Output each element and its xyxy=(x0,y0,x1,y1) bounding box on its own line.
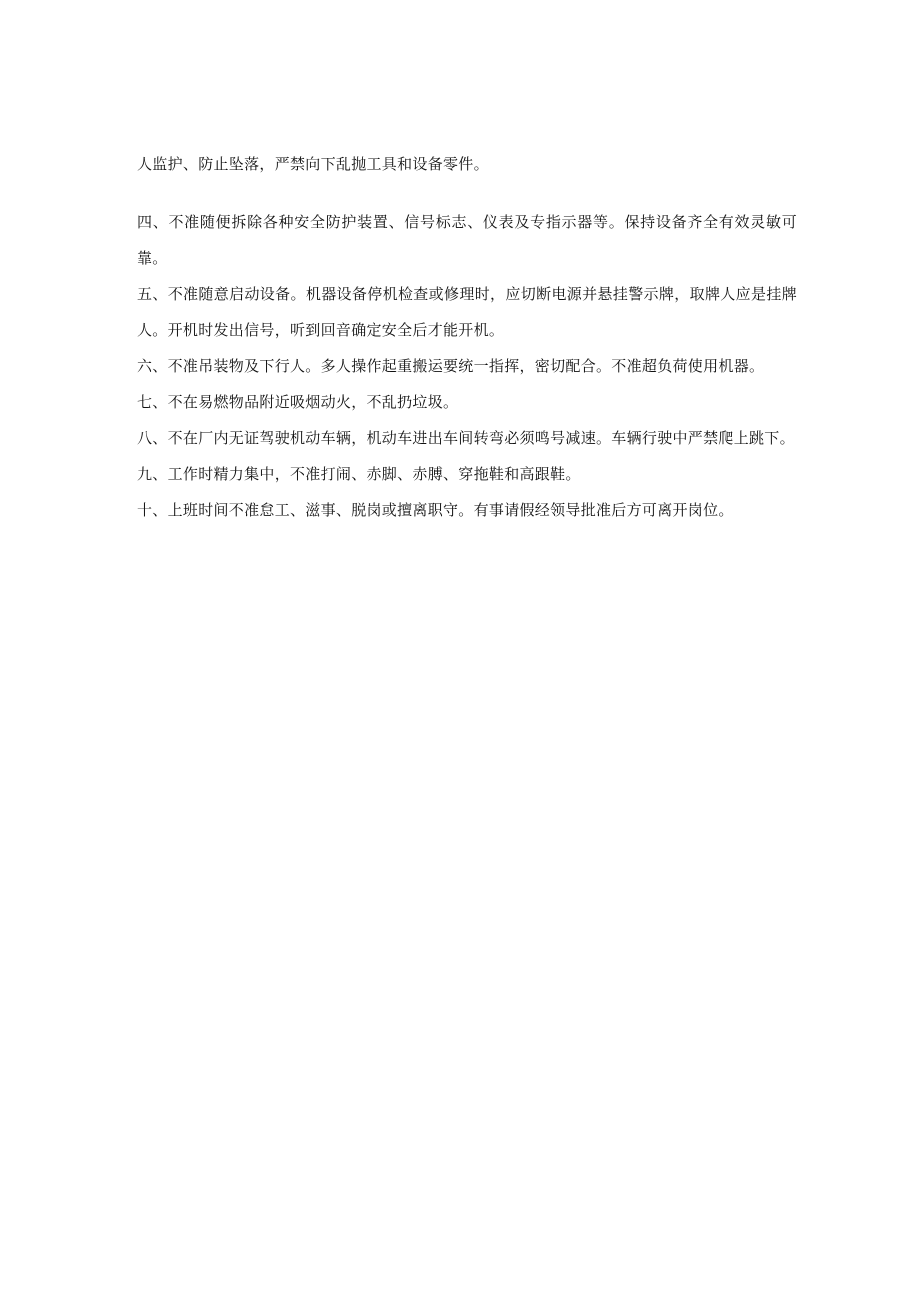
paragraph-rule-5: 五、不准随意启动设备。机器设备停机检查或修理时，应切断电源并悬挂警示牌，取牌人应是挂牌人。开机时发出信号，听到回音确定安全后才能开机。 xyxy=(137,285,797,339)
paragraph-rule-8: 八、不在厂内无证驾驶机动车辆，机动车进出车间转弯必须鸣号减速。车辆行驶中严禁爬上跳下。 xyxy=(137,429,795,447)
document-body xyxy=(137,146,797,528)
paragraph-rule-9: 九、工作时精力集中，不准打闹、赤脚、赤膊、穿拖鞋和高跟鞋。 xyxy=(137,465,581,483)
paragraph-rule-10: 十、上班时间不准怠工、滋事、脱岗或擅离职守。有事请假经领导批准后方可离开岗位。 xyxy=(137,501,734,519)
paragraph-continuation: 人监护、防止坠落，严禁向下乱抛工具和设备零件。 xyxy=(137,155,489,173)
paragraph-rule-6: 六、不准吊装物及下行人。多人操作起重搬运要统一指挥，密切配合。不准超负荷使用机器。 xyxy=(137,357,765,375)
paragraph-rule-7: 七、不在易燃物品附近吸烟动火，不乱扔垃圾。 xyxy=(137,393,459,411)
paragraph-rule-4: 四、不准随便拆除各种安全防护装置、信号标志、仪表及专指示器等。保持设备齐全有效灵敏可靠。 xyxy=(137,213,797,267)
